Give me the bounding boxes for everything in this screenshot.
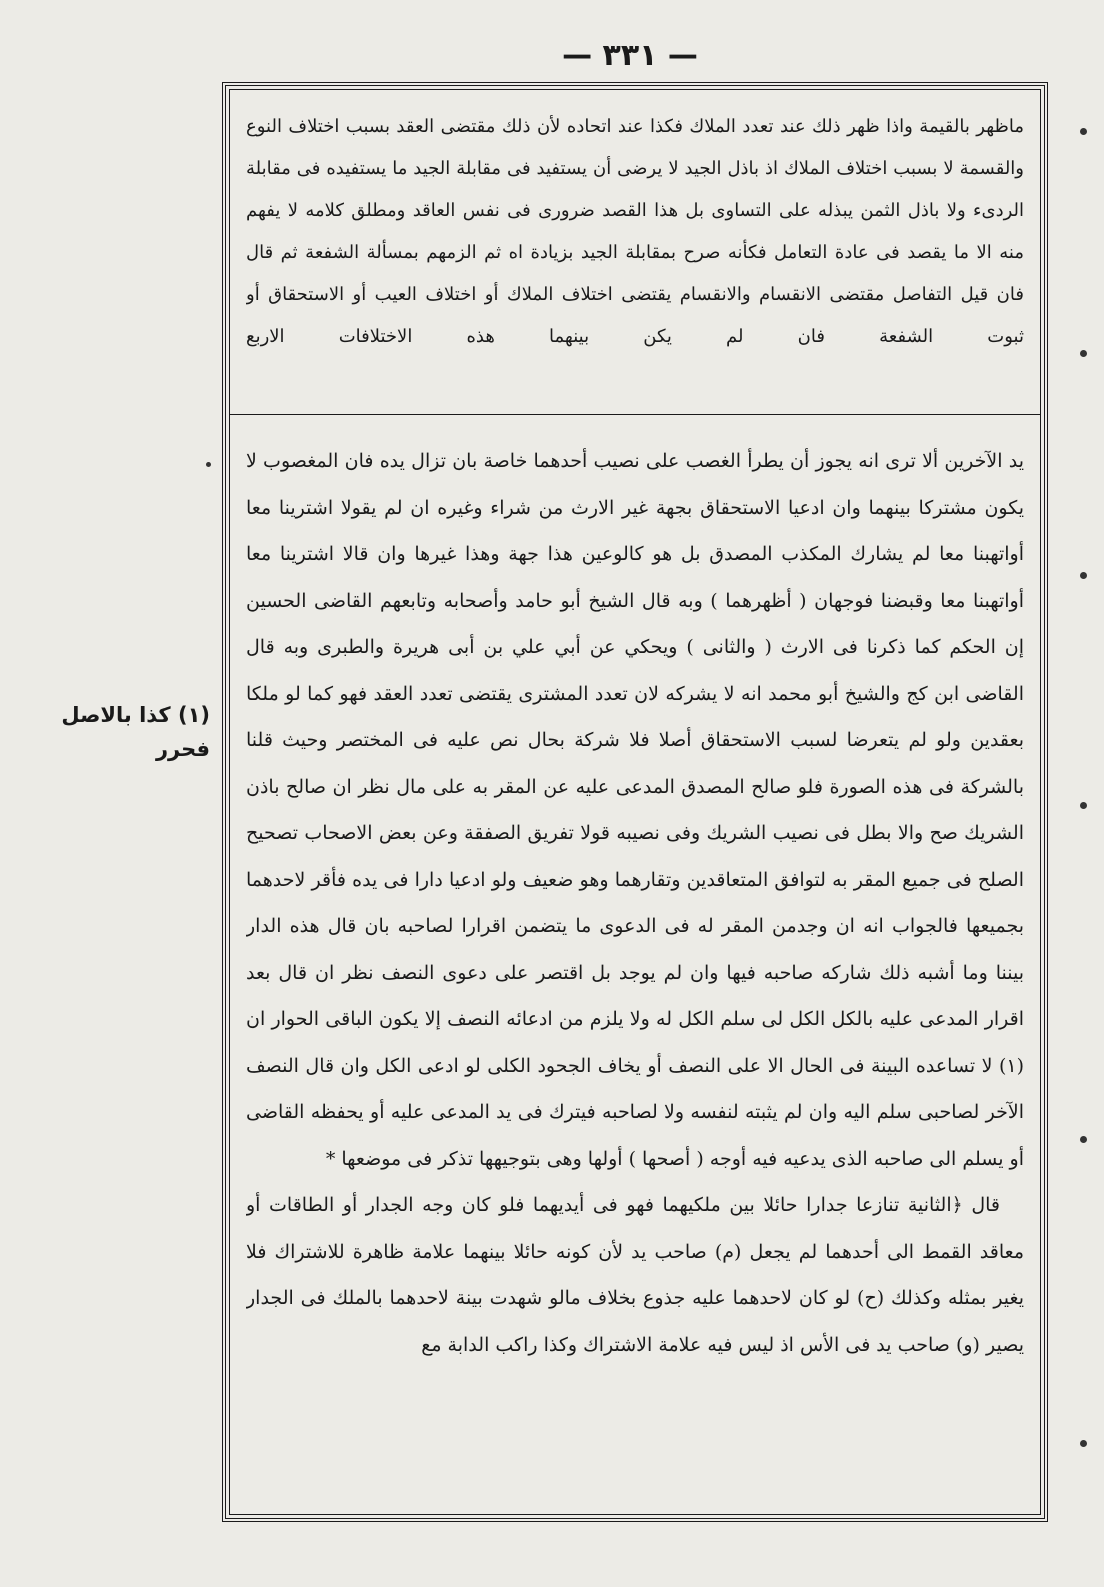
margin-dot	[1080, 802, 1087, 809]
page-number: — ٣٣١ —	[562, 38, 698, 73]
main-text	[246, 438, 1024, 1506]
margin-dot	[1080, 350, 1087, 357]
margin-dot	[1080, 1136, 1087, 1143]
margin-dot	[1080, 1440, 1087, 1447]
commentary-section: ماظهر بالقيمة واذا ظهر ذلك عند تعدد الملاك فكذا عند اتحاده لأن ذلك مقتضى العقد بسبب اختلاف النوع والقسمة لا بسبب اختلاف الملاك اذ باذل الجيد لا يرضى أن يستفيد فى مقابلة الجيد ما يستفيده فى مقابلة الردىء ولا باذل الثمن يبذله على التساوى بل هذا القصد ضرورى فى نفس العاقد ومطلق كلامه لا يفهم منه الا ما يقصد فى عادة التعامل فكأنه صرح بمقابلة الجيد بزيادة اه ثم الزمهم بمسألة الشفعة ثم قال فان قيل التفاصل مقتضى الانقسام والانقسام يقتضى اختلاف الملاك أو اختلاف العيب أو الاستحقاق أو ثبوت الشفعة فان لم يكن بينهما هذه الاختلافات الاربع	[246, 116, 1024, 347]
main-paragraph-1: يد الآخرين ألا ترى انه يجوز أن يطرأ الغصب على نصيب أحدهما خاصة بان تزال يده فان المغصوب لا يكون مشتركا بينهما وان ادعيا الاستحقاق بجهة غير الارث من شراء وغيره ان لم يقولا اشترينا معا أواتهبنا معا لم يشارك المكذب المصدق بل هو كالوعين هذا جهة وهذا غيرها وان قالا اشترينا معا أواتهبنا معا وقبضنا فوجهان ( أظهرهما ) وبه قال الشيخ أبو حامد وأصحابه وتابعهم القاضى الحسين إن الحكم كما ذكرنا فى الارث ( والثانى ) ويحكي عن أبي علي بن أبى هريرة والطبرى وبه قال القاضى ابن كج والشيخ أبو محمد انه لا يشركه لان تعدد المشترى يقتضى تعدد العقد فهو كما لو ملكا بعقدين ولو لم يتعرضا لسبب الاستحقاق أصلا فلا شركة بحال نص عليه فى المختصر وحيث قلنا بالشركة فى هذه الصورة فلو صالح المصدق المدعى عليه عن المقر به على مال نظر ان صالح باذن الشريك صح والا بطل فى نصيب الشريك وفى نصيبه قولا تفريق الصفقة وعن بعض الاصحاب تصحيح الصلح فى جميع المقر به لتوافق المتعاقدين وتقارهما وهو ضعيف ولو ادعيا دارا فى يده فأقر لاحدهما بجميعها فالجواب انه ان وجدمن المقر له فى الدعوى ما يتضمن اقرارا لصاحبه بان قال هذه الدار بيننا وما أشبه ذلك شاركه صاحبه فيها وان لم يوجد بل اقتصر على دعوى النصف نظر ان قال بعد اقرار المدعى عليه بالكل الكل لى سلم الكل له ولا يلزم من ادعائه النصف إلا يكون الباقى الحوار ان (١) لا تساعده البينة فى الحال الا على النصف أو يخاف الجحود الكلى لو ادعى الكل وان قال النصف الآخر لصاحبى سلم اليه وان لم يثبته لنفسه ولا لصاحبه فيترك فى يد المدعى عليه أو يحفظه القاضى أو يسلم الى صاحبه الذى يدعيه فيه أوجه ( أصحها ) أولها وهى بتوجيهها تذكر فى موضعها *	[246, 450, 1024, 1170]
main-paragraph-2: قال ﴿الثانية تنازعا جدارا حائلا بين ملكيهما فهو فى أيديهما فلو كان وجه الجدار أو الطاقات أو معاقد القمط الى أحدهما لم يجعل (م) صاحب يد لأن كونه حائلا بينهما علامة ظاهرة للاشتراك فلا يغير بمثله وكذلك (ح) لو كان لاحدهما عليه جذوع بخلاف مالو شهدت بينة لاحدهما بالملك فى الجدار يصير (و) صاحب يد فى الأس اذ ليس فيه علامة الاشتراك وكذا راكب الدابة مع	[246, 1194, 1024, 1356]
margin-dot	[1080, 128, 1087, 135]
margin-footnote: (١) كذا بالاصل فحرر	[61, 703, 210, 761]
margin-dot	[1080, 572, 1087, 579]
section-divider	[230, 414, 1040, 415]
page-frame	[222, 82, 1048, 1522]
margin-dot	[206, 462, 211, 467]
